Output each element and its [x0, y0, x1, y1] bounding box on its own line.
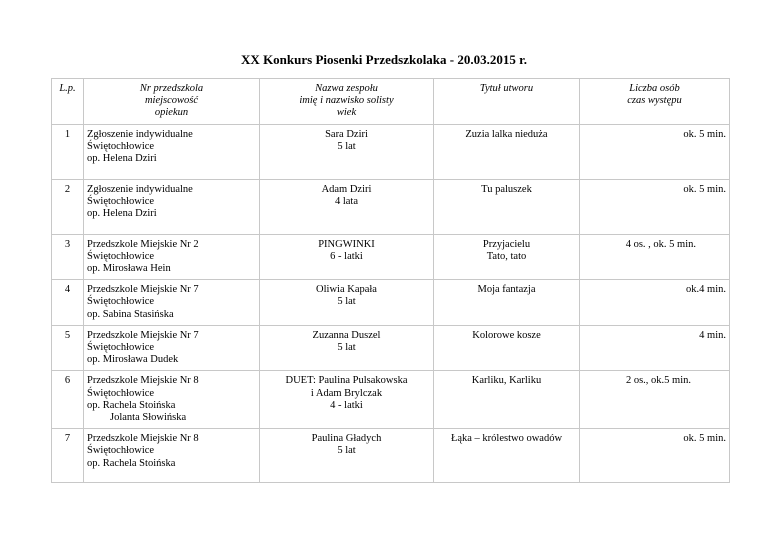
cell-tytul [434, 280, 580, 326]
cell-line: Zgłoszenie indywidualne [87, 183, 193, 195]
cell-tytul [434, 179, 580, 234]
header-zespol-line: imię i nazwisko solisty [299, 95, 394, 107]
cell-line: Oliwia Kapała [316, 284, 377, 296]
cell-zespol [260, 280, 434, 326]
header-zespol-line: wiek [336, 107, 357, 119]
cell-line: Przyjacielu [482, 238, 531, 250]
table-row [52, 280, 730, 326]
cell-lp: 1 [52, 124, 84, 179]
cell-tytul [434, 124, 580, 179]
cell-czas: 4 min. [580, 325, 730, 371]
cell-line: Świętochłowice [87, 387, 155, 399]
cell-lp: 4 [52, 280, 84, 326]
cell-tytul [434, 371, 580, 429]
header-lp-label: L.p. [59, 83, 76, 94]
cell-line: Zgłoszenie indywidualne [87, 128, 193, 140]
cell-line: PINGWINKI [318, 238, 375, 250]
header-czas [580, 79, 730, 125]
cell-tytul [434, 429, 580, 483]
cell-lp: 2 [52, 179, 84, 234]
cell-line: i Adam Brylczak [310, 387, 383, 399]
cell-zespol [260, 325, 434, 371]
cell-przedszkole [84, 280, 260, 326]
cell-przedszkole [84, 124, 260, 179]
cell-line: Zuzanna Duszel [312, 329, 381, 341]
cell-line: Kolorowe kosze [472, 329, 541, 341]
cell-line: op. Mirosława Dudek [87, 354, 179, 366]
cell-zespol [260, 234, 434, 280]
cell-line: 4 lata [334, 195, 359, 207]
cell-line: 5 lat [337, 296, 356, 308]
table-row [52, 234, 730, 280]
cell-line: Moja fantazja [477, 284, 536, 296]
cell-line: Przedszkole Miejskie Nr 7 [87, 284, 199, 296]
cell-line: Tu paluszek [481, 183, 532, 195]
cell-line: op. Rachela Stoińska [87, 457, 176, 469]
cell-line: op. Helena Dziri [87, 208, 157, 220]
header-przedszkole-line: opiekun [154, 107, 189, 119]
table-header-row [52, 79, 730, 125]
cell-line: Przedszkole Miejskie Nr 8 [87, 433, 199, 445]
cell-line: Paulina Gładych [311, 433, 382, 445]
cell-tytul [434, 234, 580, 280]
cell-czas: ok.4 min. [580, 280, 730, 326]
table-row [52, 429, 730, 483]
document-title: XX Konkurs Piosenki Przedszkolaka - 20.03.2015 r. [241, 52, 527, 67]
contest-table [51, 78, 730, 483]
header-lp [52, 79, 84, 125]
cell-przedszkole [84, 429, 260, 483]
cell-line: Jolanta Słowińska [110, 412, 187, 424]
cell-line: 6 - latki [330, 250, 363, 262]
cell-line: Świętochłowice [87, 195, 155, 207]
cell-czas: 4 os. , ok. 5 min. [580, 234, 730, 280]
header-przedszkole [84, 79, 260, 125]
cell-line: 5 lat [337, 342, 356, 354]
cell-line: Łąka – królestwo owadów [450, 433, 563, 445]
header-zespol [260, 79, 434, 125]
cell-lp: 3 [52, 234, 84, 280]
cell-line: 4 - latki [330, 399, 363, 411]
cell-line: 5 lat [337, 445, 356, 457]
cell-lp: 7 [52, 429, 84, 483]
cell-lp: 5 [52, 325, 84, 371]
cell-czas: 2 os., ok.5 min. [580, 371, 730, 429]
table-row [52, 371, 730, 429]
cell-line: DUET: Paulina Pulsakowska [285, 375, 408, 387]
cell-lp: 6 [52, 371, 84, 429]
table-row [52, 179, 730, 234]
header-zespol-line: Nazwa zespołu [315, 83, 378, 94]
cell-line: 5 lat [337, 140, 356, 152]
cell-line: op. Helena Dziri [87, 153, 157, 165]
cell-line: Świętochłowice [87, 445, 155, 457]
cell-zespol [260, 371, 434, 429]
cell-line: Tato, tato [486, 250, 527, 262]
cell-czas: ok. 5 min. [580, 429, 730, 483]
cell-line: op. Mirosława Hein [87, 263, 171, 275]
cell-line: Sara Dziri [325, 128, 368, 140]
cell-czas: ok. 5 min. [580, 124, 730, 179]
table-row [52, 124, 730, 179]
header-tytul-label: Tytuł utworu [479, 83, 534, 94]
header-przedszkole-line: Nr przedszkola [139, 83, 204, 94]
cell-zespol [260, 179, 434, 234]
cell-zespol [260, 429, 434, 483]
cell-zespol [260, 124, 434, 179]
cell-przedszkole [84, 179, 260, 234]
cell-tytul [434, 325, 580, 371]
cell-czas: ok. 5 min. [580, 179, 730, 234]
header-czas-line: czas występu [627, 95, 682, 107]
cell-line: Adam Dziri [321, 183, 372, 195]
cell-przedszkole [84, 325, 260, 371]
cell-line: Przedszkole Miejskie Nr 2 [87, 238, 199, 250]
cell-line: Zuzia lalka nieduża [465, 128, 548, 140]
cell-line: Świętochłowice [87, 296, 155, 308]
cell-line: Przedszkole Miejskie Nr 8 [87, 375, 199, 387]
cell-line: Świętochłowice [87, 140, 155, 152]
cell-line: Przedszkole Miejskie Nr 7 [87, 329, 199, 341]
cell-przedszkole [84, 234, 260, 280]
cell-line: op. Rachela Stoińska [87, 399, 176, 411]
cell-line: Świętochłowice [87, 250, 155, 262]
cell-przedszkole [84, 371, 260, 429]
cell-line: op. Sabina Stasińska [87, 308, 174, 320]
header-przedszkole-line: miejscowość [144, 95, 199, 107]
cell-line: Karliku, Karliku [471, 375, 542, 387]
header-czas-line: Liczba osób [629, 83, 680, 94]
cell-line: Świętochłowice [87, 342, 155, 354]
table-row [52, 325, 730, 371]
header-tytul [434, 79, 580, 125]
